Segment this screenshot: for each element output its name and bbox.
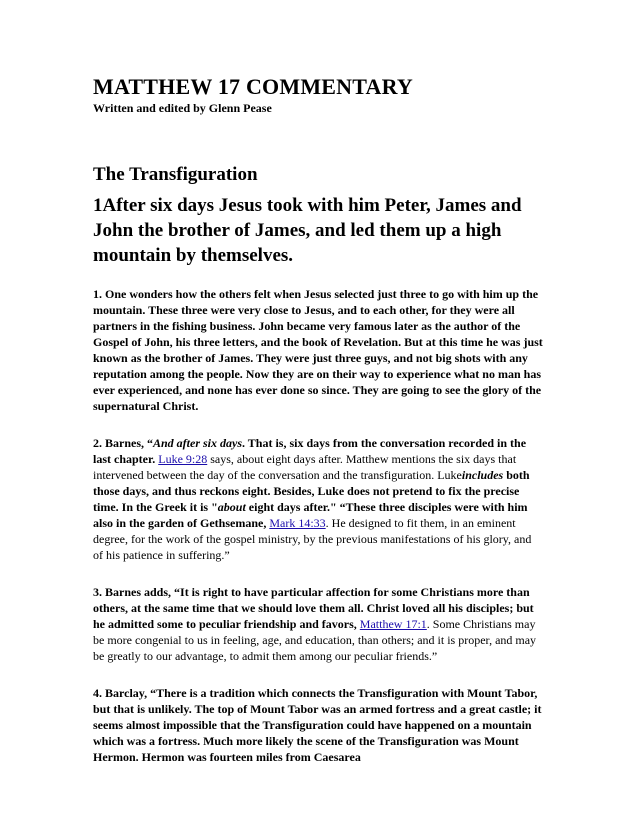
p2-text-b: says, about eight days after. Matthew mentions the six days that intervened between the day of the conversation and the transfiguration. Luke bbox=[93, 452, 517, 482]
document-page bbox=[93, 74, 543, 765]
p2-text-d: eight days after." “These three disciples were with him also in the garden of Gethsemane, bbox=[93, 500, 528, 530]
p3-text-a: 3. Barnes adds, “It is right to have particular affection for some Christians more than others, at the same time that we should love them all. Christ loved all his disciples; but he admitted some to peculiar friendship and favors, bbox=[93, 585, 534, 631]
commentary-paragraph-4: 4. Barclay, “There is a tradition which connects the Transfiguration with Mount Tabor, but that is unlikely. The top of Mount Tabor was an armed fortress and a great castle; it seems almost impossible that the Transfiguration could have happened on a mountain which was a fortress. Much more likely the scene of the Transfiguration was Mount Hermon. Hermon was fourteen miles from Caesarea bbox=[93, 686, 542, 764]
p2-includes: includes bbox=[461, 468, 504, 482]
commentary-paragraph-3 bbox=[93, 584, 543, 664]
p2-about: about bbox=[217, 500, 246, 514]
p2-lead-italic: And after six days bbox=[153, 436, 243, 450]
p2-lead: 2. Barnes, “ bbox=[93, 436, 153, 450]
document-title: MATTHEW 17 COMMENTARY bbox=[93, 74, 413, 99]
mark-14-33-link[interactable]: Mark 14:33 bbox=[269, 516, 326, 530]
p3-text-b: . Some Christians may be more congenial to us in feeling, age, and education, than others; and it is proper, and may be greatly to our advantage, to admit them among our peculiar friends.” bbox=[93, 617, 537, 663]
commentary-paragraph-2 bbox=[93, 435, 543, 563]
author-byline: Written and edited by Glenn Pease bbox=[93, 101, 272, 115]
p2-text-a: . That is, six days from the conversation recorded in the last chapter. bbox=[93, 436, 527, 466]
p2-text-c: both those days, and thus reckons eight. Besides, Luke does not pretend to fix the precise time. In the Greek it is " bbox=[93, 468, 530, 514]
scripture-verse: 1After six days Jesus took with him Peter, James and John the brother of James, and led them up a high mountain by themselves. bbox=[93, 195, 522, 266]
luke-9-28-link[interactable]: Luke 9:28 bbox=[158, 452, 208, 466]
matthew-17-1-link[interactable]: Matthew 17:1 bbox=[359, 617, 427, 631]
section-title: The Transfiguration bbox=[93, 164, 258, 185]
p2-text-e: . He designed to fit them, in an eminent degree, for the work of the gospel ministry, by the previous manifestations of his glory, and of his patience in suffering.” bbox=[93, 516, 532, 562]
commentary-paragraph-1: 1. One wonders how the others felt when Jesus selected just three to go with him up the mountain. These three were very close to Jesus, and to each other, for they were all partners in the fishing business. John became very famous later as the author of the Gospel of John, his three letters, and the book of Revelation. But at this time he was just known as the brother of James. They were just three guys, and not big shots with any reputation among the people. Now they are on their way to experience what no man has ever experienced, and none has ever done so since. They are going to see the glory of the supernatural Christ. bbox=[93, 287, 543, 413]
